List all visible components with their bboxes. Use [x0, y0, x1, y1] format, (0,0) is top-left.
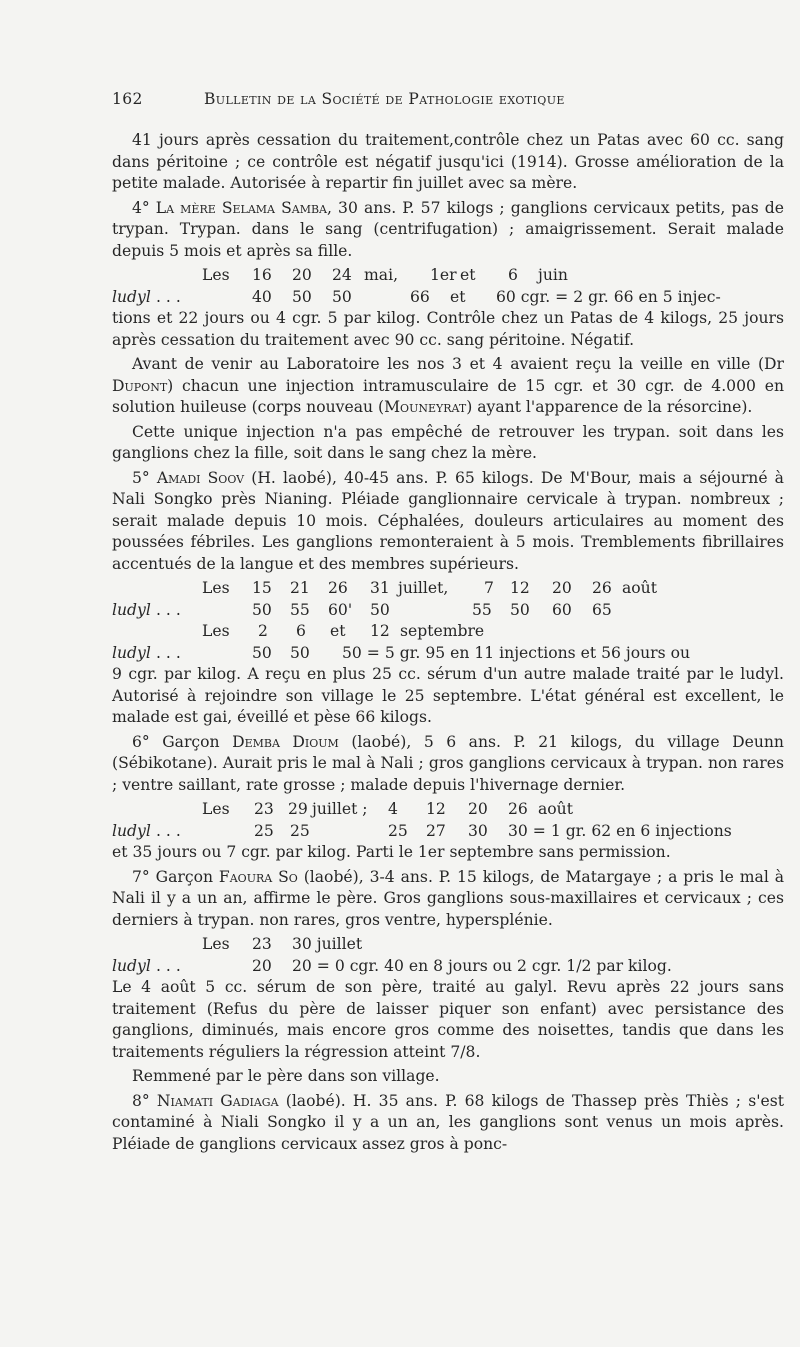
- table-cell: 12: [370, 622, 390, 640]
- table-cell: 50: [252, 600, 272, 619]
- body-text: [112, 130, 784, 1158]
- table-cell: ludyl: [112, 287, 151, 306]
- treatment-table-2: [112, 578, 784, 664]
- table-row: [112, 799, 784, 821]
- table-cell: 50: [290, 643, 310, 662]
- table-cell: 16: [252, 266, 272, 284]
- table-cell: 23: [254, 800, 274, 818]
- table-row: [112, 265, 784, 287]
- paragraph-case-7-followup: Le 4 août 5 cc. sérum de son père, traité au galyl. Revu après 22 jours sans traitement (Refus du père de laisser piquer son enfant) avec persistance des ganglions, diminués, mais encore gros comme des noisettes, tandis que dans les traitements réguliers la régression atteint 7/8.: [112, 978, 784, 1061]
- table-cell: 30 = 1 gr. 62 en 6 injections: [508, 821, 732, 840]
- treatment-table-1: [112, 265, 784, 308]
- table-cell: 25: [254, 821, 274, 840]
- case-description: (laobé), 5 6 ans. P. 21 kilogs, du village Deunn (Sébikotane). Aurait pris le mal à Nali ; gros ganglions cervicaux à trypan. non rares ; ventre saillant, rate grosse ; malade depuis l'hivernage dernier.: [112, 732, 784, 794]
- table-cell: septembre: [400, 622, 485, 640]
- paragraph-injection-note: Cette unique injection n'a pas empêché de retrouver les trypan. soit dans les ganglions chez la fille, soit dans le sang chez la mère.: [112, 422, 784, 462]
- paragraph-case-7: [112, 867, 784, 932]
- table-cell: 60 cgr. = 2 gr. 66 en 5 injec-: [496, 287, 721, 306]
- table-cell: ludyl: [112, 643, 151, 662]
- table-row: [112, 643, 784, 665]
- table-cell: 20: [292, 266, 312, 284]
- table-cell: 23: [252, 935, 272, 953]
- table-cell: 26: [508, 800, 528, 818]
- case-number: 4°: [132, 198, 150, 217]
- table-cell: . . .: [156, 956, 181, 975]
- table-row: [112, 287, 784, 309]
- table-cell: Les: [202, 622, 230, 640]
- page-number: 162: [112, 90, 143, 108]
- table-cell: juin: [538, 266, 568, 284]
- table-cell: juillet,: [398, 579, 449, 597]
- table-cell: 60: [552, 600, 572, 619]
- table-cell: 40: [252, 287, 272, 306]
- table-cell: 4: [388, 800, 398, 818]
- case-number: 7°: [132, 867, 150, 886]
- case-number: 8°: [132, 1091, 150, 1110]
- patient-name: Niamati Gadiaga: [156, 1091, 279, 1110]
- paragraph-case-4-result: tions et 22 jours ou 4 cgr. 5 par kilog. Contrôle chez un Patas de 4 kilogs, 25 jours après cessation du traitement avec 90 cc. sang péritoine. Négatif.: [112, 309, 784, 349]
- text-run: Garçon: [155, 867, 213, 886]
- table-cell: 50: [252, 643, 272, 662]
- table-cell: 2: [258, 622, 268, 640]
- case-description: (laobé), 3-4 ans. P. 15 kilogs, de Matargaye ; a pris le mal à Nali il y a un an, affirme le père. Gros ganglions sous-maxillaires et cervicaux ; ces derniers à trypan. non rares, gros ventre, hypersplénie.: [112, 867, 784, 929]
- table-cell: et: [450, 287, 466, 306]
- paragraph-prior-injection: [112, 354, 784, 419]
- text-run: ) ayant l'apparence de la résorcine).: [466, 398, 753, 416]
- table-cell: 55: [290, 600, 310, 619]
- table-cell: 60': [328, 600, 353, 619]
- patient-name: Faoura So: [218, 867, 298, 886]
- table-cell: 50: [292, 287, 312, 306]
- table-cell: 65: [592, 600, 612, 619]
- paragraph-case-8: [112, 1091, 784, 1156]
- table-cell: 30 juillet: [292, 935, 363, 953]
- treatment-table-4: [112, 934, 784, 977]
- table-cell: . . .: [156, 643, 181, 662]
- table-cell: Les: [202, 266, 230, 284]
- doctor-name: Dupont: [112, 376, 168, 395]
- table-cell: 20: [468, 800, 488, 818]
- table-cell: 7: [484, 579, 494, 597]
- table-cell: 6: [296, 622, 306, 640]
- table-cell: 25: [290, 821, 310, 840]
- table-cell: 55: [472, 600, 492, 619]
- patient-name: Demba Dioum: [232, 732, 339, 751]
- table-cell: 20: [552, 579, 572, 597]
- table-cell: 31: [370, 579, 390, 597]
- table-cell: 15: [252, 579, 272, 597]
- table-cell: ludyl: [112, 821, 151, 840]
- table-cell: 6: [508, 266, 518, 284]
- table-cell: Les: [202, 800, 230, 818]
- paragraph-case-5-result: 9 cgr. par kilog. A reçu en plus 25 cc. sérum d'un autre malade traité par le ludyl. Autorisé à rejoindre son village le 25 septembre. L'état général est excellent, le malade est gai, éveillé et pèse 66 kilogs.: [112, 665, 784, 726]
- table-cell: ludyl: [112, 600, 151, 619]
- table-cell: 24: [332, 266, 352, 284]
- case-description: (laobé). H. 35 ans. P. 68 kilogs de Thassep près Thiès ; s'est contaminé à Niali Songko il y a un an, les ganglions sont venus un mois après. Pléiade de ganglions cervicaux assez gros à ponc-: [112, 1091, 784, 1153]
- table-cell: 27: [426, 821, 446, 840]
- table-cell: Les: [202, 579, 230, 597]
- table-cell: 30: [468, 821, 488, 840]
- table-cell: Les: [202, 935, 230, 953]
- table-cell: 26: [592, 579, 612, 597]
- table-row: [112, 956, 784, 978]
- paragraph-control-result: 41 jours après cessation du traitement,contrôle chez un Patas avec 60 cc. sang dans péritoine ; ce contrôle est négatif jusqu'ici (1914). Grosse amélioration de la petite malade. Autorisée à repartir fin juillet avec sa mère.: [112, 131, 784, 192]
- table-row: [112, 821, 784, 843]
- table-row: [112, 934, 784, 956]
- table-cell: 12: [510, 579, 530, 597]
- text-run: Garçon: [162, 732, 220, 751]
- compound-name: Mouneyrat: [384, 398, 467, 416]
- patient-name: La mère Selama Samba,: [155, 198, 332, 217]
- table-cell: 25: [388, 821, 408, 840]
- paragraph-case-5: [112, 468, 784, 576]
- table-cell: 66: [410, 287, 430, 306]
- table-cell: . . .: [156, 600, 181, 619]
- table-cell: et: [460, 266, 476, 284]
- paragraph-case-7-end: Remmené par le père dans son village.: [132, 1067, 440, 1085]
- patient-name: Amadi Soov: [156, 468, 245, 487]
- table-cell: ludyl: [112, 956, 151, 975]
- treatment-table-3: [112, 799, 784, 842]
- table-cell: . . .: [156, 821, 181, 840]
- table-cell: 29: [288, 800, 308, 818]
- table-cell: 26: [328, 579, 348, 597]
- case-description: (H. laobé), 40-45 ans. P. 65 kilogs. De M'Bour, mais a séjourné à Nali Songko près Nianing. Pléiade ganglionnaire cervicale à trypan. nombreux ; serait malade depuis 10 mois. Céphalées, douleurs articulaires au moment des poussées fébriles. Les ganglions remonteraient à 5 mois. Tremblements fibrillaires accentués de la langue et des membres supérieurs.: [112, 468, 784, 573]
- table-cell: 12: [426, 800, 446, 818]
- table-cell: 50: [332, 287, 352, 306]
- text-run: Avant de venir au Laboratoire les nos 3 et 4 avaient reçu la veille en ville (Dr: [132, 355, 784, 373]
- table-cell: juillet ;: [312, 800, 368, 818]
- table-cell: 21: [290, 579, 310, 597]
- table-cell: août: [538, 800, 573, 818]
- table-cell: 50 = 5 gr. 95 en 11 injections et 56 jours ou: [342, 643, 690, 662]
- table-cell: 1er: [430, 266, 457, 284]
- running-title: Bulletin de la Société de Pathologie exotique: [204, 90, 565, 108]
- table-cell: 50: [370, 600, 390, 619]
- case-number: 5°: [132, 468, 150, 487]
- paragraph-case-6: [112, 732, 784, 797]
- table-row: [112, 578, 784, 600]
- paragraph-case-4: [112, 198, 784, 263]
- paragraph-case-6-result: et 35 jours ou 7 cgr. par kilog. Parti le 1er septembre sans permission.: [112, 843, 671, 861]
- text-run: ) chacun une injection intramusculaire de 15 cgr. et 30 cgr. de 4.000 en solution huileuse (corps nouveau (: [112, 376, 784, 416]
- table-cell: et: [330, 622, 346, 640]
- table-row: [112, 621, 784, 643]
- table-cell: 20 = 0 cgr. 40 en 8 jours ou 2 cgr. 1/2 par kilog.: [292, 956, 672, 975]
- table-cell: 20: [252, 956, 272, 975]
- table-row: [112, 600, 784, 622]
- table-cell: août: [622, 579, 657, 597]
- case-number: 6°: [132, 732, 150, 751]
- case-description: 30 ans. P. 57 kilogs ; ganglions cervicaux petits, pas de trypan. Trypan. dans le sang (centrifugation) ; amaigrissement. Serait malade depuis 5 mois et après sa fille.: [112, 198, 784, 260]
- table-cell: mai,: [364, 266, 399, 284]
- table-cell: 50: [510, 600, 530, 619]
- table-cell: . . .: [156, 287, 181, 306]
